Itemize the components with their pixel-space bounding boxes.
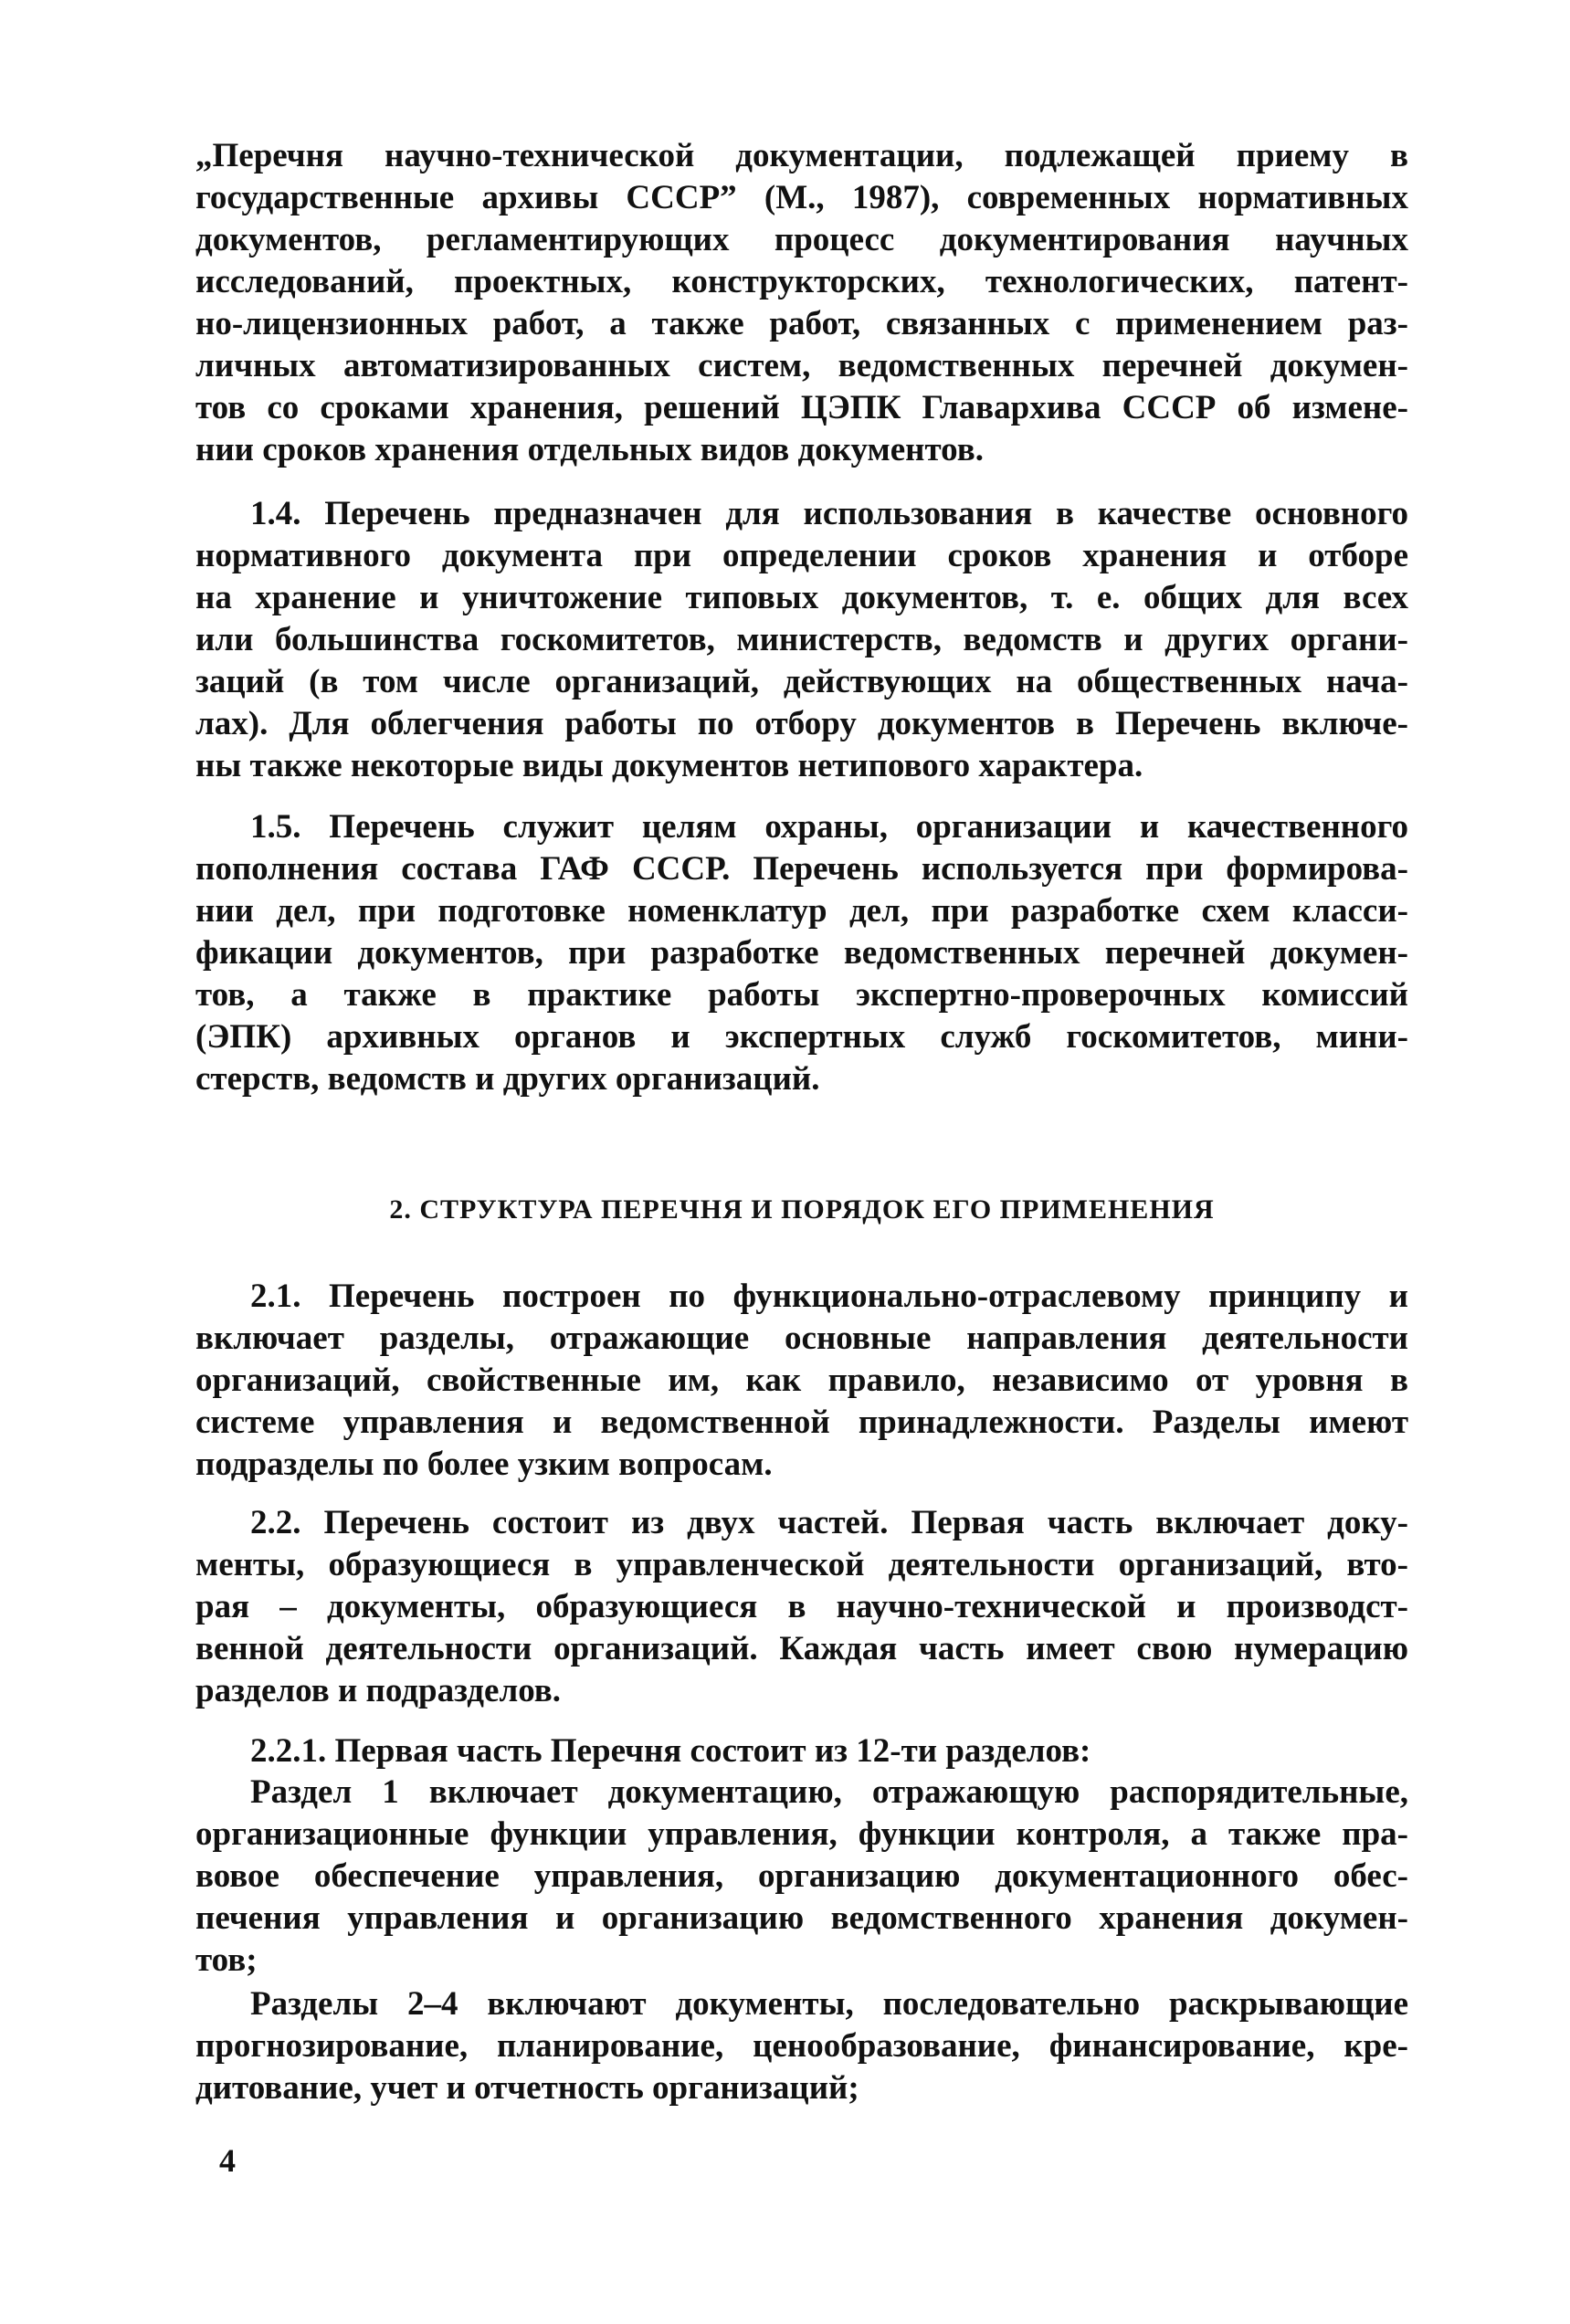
text-line: стерств, ведомств и других организаций. (195, 1060, 820, 1098)
text-line: 1.4. Перечень предназначен для использования в качестве основного (250, 495, 1408, 532)
text-line: тов; (195, 1941, 258, 1979)
text-line: печения управления и организацию ведомственного хранения докумен- (195, 1899, 1408, 1937)
text-line: вовое обеспечение управления, организацию документационного обес- (195, 1857, 1408, 1895)
text-line: дитование, учет и отчетность организаций; (195, 2069, 859, 2107)
text-line: Разделы 2–4 включают документы, последовательно раскрывающие (250, 1985, 1408, 2023)
text-line: венной деятельности организаций. Каждая часть имеет свою нумерацию (195, 1630, 1408, 1667)
text-line: „Перечня научно-технической документации, подлежащей приему в (195, 137, 1408, 174)
text-line: разделов и подразделов. (195, 1672, 562, 1709)
text-line: личных автоматизированных систем, ведомственных перечней докумен- (195, 347, 1408, 384)
text-line: 1.5. Перечень служит целям охраны, организации и качественного (250, 808, 1408, 846)
text-line: ны также некоторые виды документов нетипового характера. (195, 747, 1143, 784)
text-line: 2.2.1. Первая часть Перечня состоит из 12-ти разделов: (250, 1732, 1091, 1770)
text-line: заций (в том числе организаций, действующих на общественных нача- (195, 663, 1408, 700)
text-line: рая – документы, образующиеся в научно-технической и производст- (195, 1588, 1408, 1625)
text-line: прогнозирование, планирование, ценообразование, финансирование, кре- (195, 2027, 1408, 2065)
text-line: но-лицензионных работ, а также работ, связанных с применением раз- (195, 305, 1408, 342)
text-line: или большинства госкомитетов, министерств, ведомств и других органи- (195, 621, 1408, 658)
text-line: тов со сроками хранения, решений ЦЭПК Главархива СССР об измене- (195, 389, 1408, 426)
text-line: включает разделы, отражающие основные направления деятельности (195, 1320, 1408, 1357)
text-line: нии дел, при подготовке номенклатур дел, при разработке схем класси- (195, 892, 1408, 930)
section-heading: 2. СТРУКТУРА ПЕРЕЧНЯ И ПОРЯДОК ЕГО ПРИМЕНЕНИЯ (389, 1194, 1215, 1225)
text-line: исследований, проектных, конструкторских, технологических, патент- (195, 263, 1408, 300)
page-number: 4 (219, 2142, 236, 2179)
text-line: (ЭПК) архивных органов и экспертных служб госкомитетов, мини- (195, 1018, 1408, 1056)
text-line: подразделы по более узким вопросам. (195, 1446, 773, 1483)
paragraph-sections-2-4 (195, 1983, 1408, 2109)
text-line: документов, регламентирующих процесс документирования научных (195, 221, 1408, 258)
text-line: на хранение и уничтожение типовых документов, т. е. общих для всех (195, 579, 1408, 616)
text-line: 2.2. Перечень состоит из двух частей. Первая часть включает доку- (250, 1504, 1408, 1541)
paragraph-section-1 (195, 1772, 1408, 1982)
text-line: организационные функции управления, функции контроля, а также пра- (195, 1815, 1408, 1853)
paragraph-1-3-continuation (195, 135, 1408, 471)
text-line: государственные архивы СССР” (М., 1987), современных нормативных (195, 179, 1408, 216)
paragraph-2-1 (195, 1276, 1408, 1486)
paragraph-1-5 (195, 806, 1408, 1100)
text-line: нормативного документа при определении сроков хранения и отборе (195, 537, 1408, 574)
text-line: системе управления и ведомственной принадлежности. Разделы имеют (195, 1404, 1408, 1441)
text-line: организаций, свойственные им, как правило, независимо от уровня в (195, 1362, 1408, 1399)
text-line: 2.1. Перечень построен по функционально-отраслевому принципу и (250, 1278, 1408, 1315)
text-line: тов, а также в практике работы экспертно-проверочных комиссий (195, 976, 1408, 1014)
text-line: Раздел 1 включает документацию, отражающую распорядительные, (250, 1773, 1408, 1811)
text-line: фикации документов, при разработке ведомственных перечней докумен- (195, 934, 1408, 972)
text-line: пополнения состава ГАФ СССР. Перечень используется при формирова- (195, 850, 1408, 888)
paragraph-2-2 (195, 1502, 1408, 1712)
text-line: менты, образующиеся в управленческой деятельности организаций, вто- (195, 1546, 1408, 1583)
text-line: нии сроков хранения отдельных видов документов. (195, 431, 984, 468)
paragraph-1-4 (195, 493, 1408, 787)
text-line: лах). Для облегчения работы по отбору документов в Перечень включе- (195, 705, 1408, 742)
paragraph-2-2-1 (195, 1730, 1408, 1772)
